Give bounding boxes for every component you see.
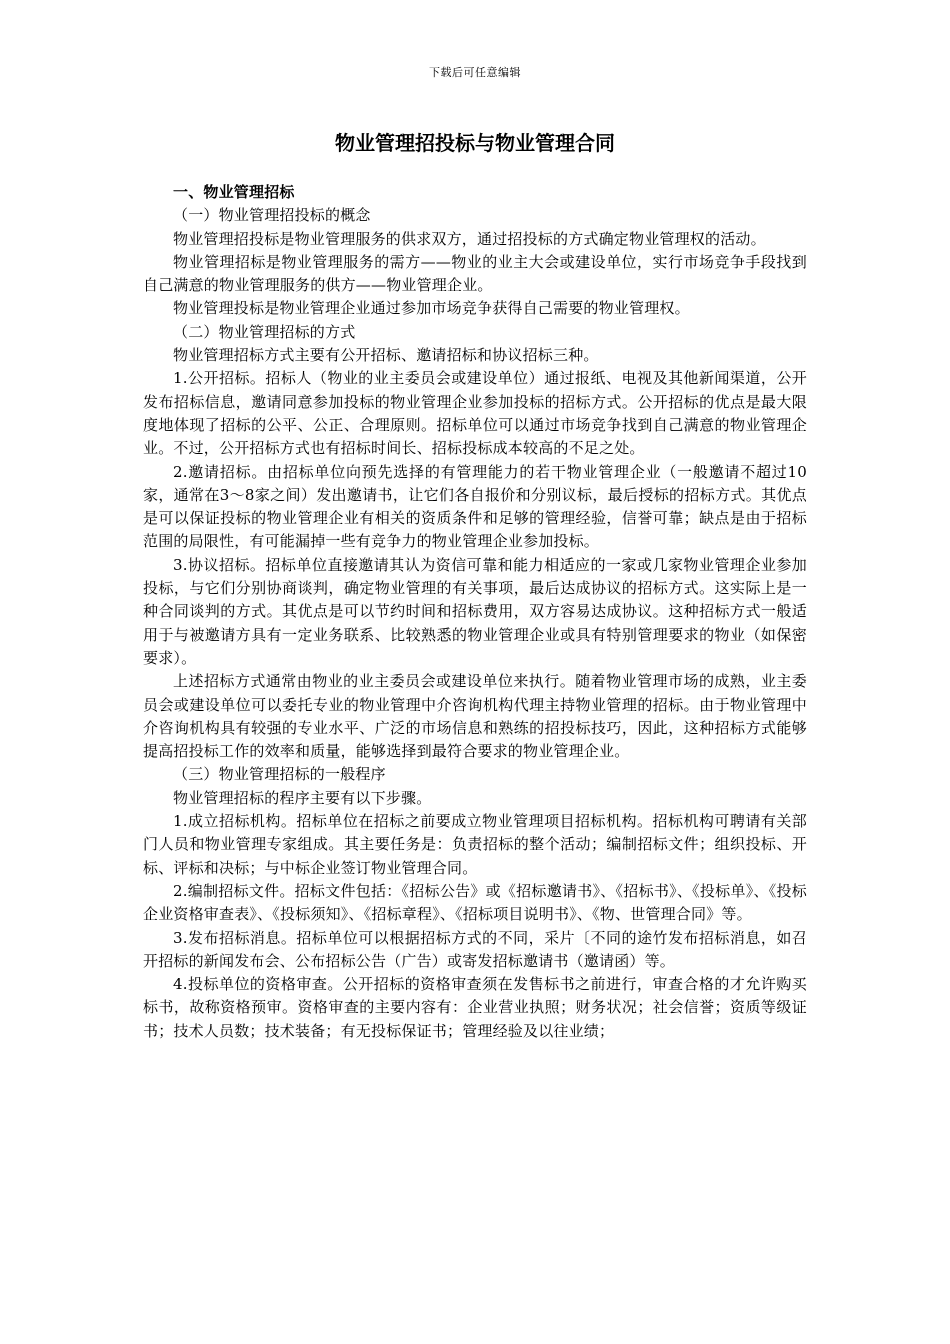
paragraph: 2.编制招标文件。招标文件包括：《招标公告》或《招标邀请书》、《招标书》、《投标单》、《投标企业资格审查表》、《投标须知》、《招标章程》、《招标项目说明书》、《物、世管理合同》等。 (143, 881, 807, 924)
document-title: 物业管理招投标与物业管理合同 (335, 131, 615, 155)
header-note: 下载后可任意编辑 (429, 66, 521, 79)
paragraph: 3.发布招标消息。招标单位可以根据招标方式的不同，采片〔不同的途竹发布招标消息，如召开招标的新闻发布会、公布招标公告（广告）或寄发招标邀请书（邀请函）等。 (143, 928, 807, 970)
subsection-heading: （一）物业管理招投标的概念 (173, 206, 371, 225)
subsection-heading: （二）物业管理招标的方式 (173, 322, 356, 341)
paragraph: 物业管理招标方式主要有公开招标、邀请招标和协议招标三种。 (173, 346, 599, 365)
paragraph: 物业管理投标是物业管理企业通过参加市场竞争获得自己需要的物业管理权。 (173, 299, 690, 318)
paragraph: 1.公开招标。招标人（物业的业主委员会或建设单位）通过报纸、电视及其他新闻渠道，公开发布招标信息，邀请同意参加投标的物业管理企业参加投标的招标方式。公开招标的优点是最大限度地体现了招标的公平、公正、合理原则。招标单位可以通过市场竞争找到自己满意的物业管理企业。不过，公开招标方式也有招标时间长、招标投标成本较高的不足之处。 (143, 369, 807, 458)
paragraph: 物业管理招投标是物业管理服务的供求双方，通过招投标的方式确定物业管理权的活动。 (173, 229, 766, 248)
subsection-heading: （三）物业管理招标的一般程序 (173, 765, 386, 784)
paragraph: 上述招标方式通常由物业的业主委员会或建设单位来执行。随着物业管理市场的成熟，业主委员会或建设单位可以委托专业的物业管理中介咨询机构代理主持物业管理的招标。由于物业管理中介咨询机构具有较强的专业水平、广泛的市场信息和熟练的招投标技巧，因此，这种招标方式能够提高招投标工作的效率和质量，能够选择到最符合要求的物业管理企业。 (143, 672, 807, 761)
paragraph: 1.成立招标机构。招标单位在招标之前要成立物业管理项目招标机构。招标机构可聘请有关部门人员和物业管理专家组成。其主要任务是：负责招标的整个活动；编制招标文件；组织投标、开标、评标和决标；与中标企业签订物业管理合同。 (143, 812, 807, 877)
document-body (143, 181, 807, 1043)
paragraph: 4.投标单位的资格审查。公开招标的资格审查须在发售标书之前进行，审查合格的才允许购买标书，故称资格预审。资格审查的主要内容有：企业营业执照；财务状况；社会信誉；资质等级证书；技术人员数；技术装备；有无投标保证书；管理经验及以往业绩； (143, 975, 807, 1040)
paragraph: 物业管理招标的程序主要有以下步骤。 (173, 788, 432, 807)
paragraph: 物业管理招标是物业管理服务的需方——物业的业主大会或建设单位，实行市场竞争手段找到自己满意的物业管理服务的供方——物业管理企业。 (143, 252, 807, 295)
paragraph: 2.邀请招标。由招标单位向预先选择的有管理能力的若干物业管理企业（一般邀请不超过10家，通常在3～8家之间）发出邀请书，让它们各自报价和分别议标，最后授标的招标方式。其优点是可以保证投标的物业管理企业有相关的资质条件和足够的管理经验，信誉可靠；缺点是由于招标范围的局限性，有可能漏掉一些有竞争力的物业管理企业参加投标。 (143, 462, 807, 551)
paragraph: 3.协议招标。招标单位直接邀请其认为资信可靠和能力相适应的一家或几家物业管理企业参加投标，与它们分别协商谈判，确定物业管理的有关事项，最后达成协议的招标方式。这实际上是一种合同谈判的方式。其优点是可以节约时间和招标费用，双方容易达成协议。这种招标方式一般适用于与被邀请方具有一定业务联系、比较熟悉的物业管理企业或具有特别管理要求的物业（如保密要求）。 (143, 555, 807, 667)
section-heading: 一、物业管理招标 (173, 183, 295, 201)
